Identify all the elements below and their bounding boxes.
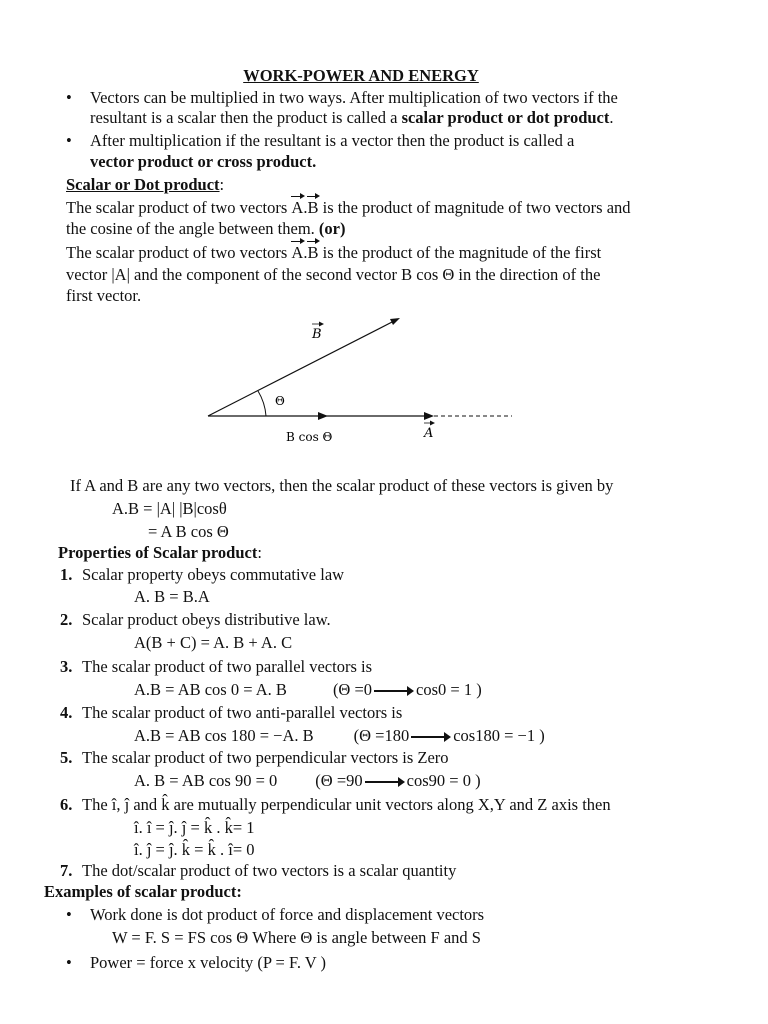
page-title: WORK-POWER AND ENERGY xyxy=(243,66,479,85)
bullet-marker: • xyxy=(66,131,72,150)
example-2: Power = force x velocity (P = F. V ) xyxy=(90,953,327,972)
angle-arc xyxy=(258,391,266,416)
property-5: 5. The scalar product of two perpendicular vectors is Zero xyxy=(60,748,449,767)
example-1-eq: W = F. S = FS cos Θ Where Θ is angle between F and S xyxy=(112,928,481,947)
arrow-icon xyxy=(411,736,445,738)
properties-heading: Properties of Scalar product: xyxy=(58,543,262,562)
formula-eq1: A.B = |A| |B|cosθ xyxy=(112,499,227,518)
bullet-marker: • xyxy=(66,88,72,107)
formula-eq2: = A B cos Θ xyxy=(148,522,229,541)
property-4: 4. The scalar product of two anti-parallel vectors is xyxy=(60,703,403,722)
property-1: 1. Scalar property obeys commutative law xyxy=(60,565,345,584)
formula-intro: If A and B are any two vectors, then the scalar product of these vectors is given by xyxy=(70,476,614,495)
intro-bullet-1-line1: Vectors can be multiplied in two ways. After multiplication of two vectors if the xyxy=(90,88,618,107)
vector-b-line xyxy=(208,320,396,416)
examples-heading: Examples of scalar product: xyxy=(44,882,242,901)
property-3-eq: A.B = AB cos 0 = A. B (Θ =0 cos0 = 1 ) xyxy=(134,680,482,699)
property-5-eq: A. B = AB cos 90 = 0 (Θ =90 cos90 = 0 ) xyxy=(134,771,481,790)
property-6-eq1: î. î = ĵ. ĵ = k̂ . k̂= 1 xyxy=(134,818,255,837)
definition-2-line1: The scalar product of two vectors A.B is the product of the magnitude of the first xyxy=(66,243,602,262)
property-2-eq: A(B + C) = A. B + A. C xyxy=(134,633,293,652)
property-6: 6. The î, ĵ and k̂ are mutually perpendicular unit vectors along X,Y and Z axis then xyxy=(60,795,611,814)
property-1-eq: A. B = B.A xyxy=(134,587,210,606)
bullet-marker: • xyxy=(66,953,72,972)
example-1: Work done is dot product of force and displacement vectors xyxy=(90,905,485,924)
bullet-marker: • xyxy=(66,905,72,924)
property-3: 3. The scalar product of two parallel vectors is xyxy=(60,657,373,676)
property-7: 7. The dot/scalar product of two vectors is a scalar quantity xyxy=(60,861,457,880)
intro-bullet-2-line2: vector product or cross product. xyxy=(90,152,317,171)
arrow-icon xyxy=(365,781,399,783)
label-a: A xyxy=(424,426,434,441)
definition-2-line3: first vector. xyxy=(66,286,142,305)
property-2: 2. Scalar product obeys distributive law. xyxy=(60,610,331,629)
definition-1-line1: The scalar product of two vectors A.B is the product of magnitude of two vectors and xyxy=(66,198,631,217)
arrow-icon xyxy=(374,690,408,692)
vector-a-arrowhead xyxy=(424,412,434,420)
label-bcos: B cos Θ xyxy=(286,430,333,444)
scalar-heading: Scalar or Dot product: xyxy=(66,175,225,194)
property-4-eq: A.B = AB cos 180 = −A. B (Θ =180 cos180 = −1 ) xyxy=(134,726,545,745)
vector-b-arrowhead xyxy=(390,318,400,325)
label-b: B xyxy=(312,327,322,342)
vector-diagram xyxy=(0,300,768,450)
intro-bullet-2-line1: After multiplication if the resultant is a vector then the product is called a xyxy=(90,131,575,150)
label-b-arrowhead xyxy=(319,322,324,327)
property-6-eq2: î. ĵ = ĵ. k̂ = k̂ . î= 0 xyxy=(134,840,255,859)
definition-1-line2: the cosine of the angle between them. (or) xyxy=(66,219,346,238)
definition-2-line2: vector |A| and the component of the second vector B cos Θ in the direction of the xyxy=(66,265,601,284)
label-theta: Θ xyxy=(275,394,285,408)
label-a-arrowhead xyxy=(430,421,435,426)
intro-bullet-1-line2: resultant is a scalar then the product is called a scalar product or dot product. xyxy=(90,108,614,127)
